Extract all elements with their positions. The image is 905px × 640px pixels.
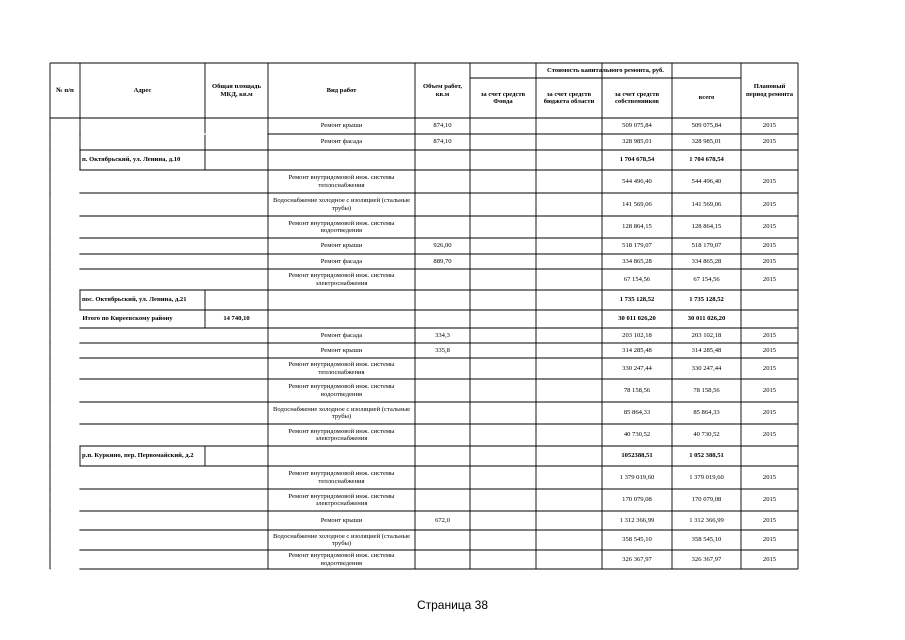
work-type: Ремонт внутридомовой инж. системы теплоснабжения	[288, 361, 395, 376]
work-volume: 334,3	[435, 331, 450, 339]
work-type: Ремонт внутридомовой инж. системы теплоснабжения	[288, 174, 395, 189]
repair-period: 2015	[762, 409, 777, 417]
cost-owners: 141 569,06	[622, 200, 652, 208]
header-work: Вид работ	[326, 86, 357, 94]
work-volume: 874,10	[433, 122, 452, 130]
cost-owners: 1 379 019,60	[619, 473, 655, 481]
repair-period: 2015	[762, 516, 777, 524]
cost-owners: 330 247,44	[622, 364, 652, 372]
header-num: № п/п	[56, 86, 74, 94]
cost-total: 40 730,52	[693, 431, 720, 439]
work-volume	[415, 530, 470, 550]
header-total: всего	[698, 94, 715, 102]
cost-owners: 544 496,40	[622, 177, 652, 185]
work-type: Ремонт фасада	[320, 331, 363, 339]
cost-owners: 358 545,10	[622, 536, 652, 544]
repair-period: 2015	[762, 431, 777, 439]
cost-total: 328 985,01	[691, 138, 722, 146]
cost-owners: 326 367,97	[622, 555, 652, 563]
work-type: Ремонт крыши	[320, 122, 363, 130]
repair-period: 2015	[762, 122, 777, 130]
house-subtotal-owners: 1 735 128,52	[619, 296, 655, 304]
repair-period: 2015	[762, 364, 777, 372]
repair-period: 2015	[762, 346, 777, 354]
work-type: Ремонт внутридомовой инж. системы теплоснабжения	[288, 470, 395, 485]
cost-total: 78 158,56	[693, 386, 720, 394]
work-type: Ремонт внутридомовой инж. системы электроснабжения	[288, 427, 395, 442]
cost-total: 85 864,33	[693, 409, 720, 417]
work-volume	[415, 379, 470, 402]
repair-period: 2015	[762, 138, 777, 146]
header-budget: за счет средств бюджета области	[543, 90, 595, 105]
work-type: Ремонт внутридомовой инж. системы водоотведения	[288, 552, 395, 567]
district-total-label: Итого по Киреевскому району	[82, 315, 173, 323]
cost-owners: 67 154,56	[623, 275, 651, 283]
cost-owners: 509 075,84	[622, 122, 652, 130]
cost-total: 326 367,97	[691, 555, 722, 563]
work-volume	[415, 269, 470, 290]
work-volume: 889,70	[433, 257, 452, 265]
header-fund: за счет средств Фонда	[480, 90, 526, 105]
repair-period: 2015	[762, 242, 777, 250]
work-volume	[415, 170, 470, 193]
district-total-sum: 30 011 026,20	[687, 315, 726, 323]
cost-owners: 85 864,33	[623, 409, 651, 417]
house-subtotal-label: р.п. Куркино, пер. Первомайский, д.2	[82, 452, 194, 460]
header-period: Плановый период ремонта	[746, 83, 793, 98]
cost-owners: 334 865,28	[622, 257, 652, 265]
repair-period: 2015	[762, 536, 777, 544]
repair-period: 2015	[762, 257, 777, 265]
repair-period: 2015	[762, 223, 777, 231]
cost-owners: 518 179,07	[622, 242, 652, 250]
house-subtotal-sum: 1 704 678,54	[689, 156, 724, 164]
district-total-owners: 30 011 026,20	[618, 315, 656, 323]
work-volume: 926,00	[433, 242, 452, 250]
cost-total: 314 285,48	[691, 346, 722, 354]
repair-period: 2015	[762, 177, 777, 185]
repair-period: 2015	[762, 275, 777, 283]
header-address: Адрес	[133, 86, 152, 94]
work-volume	[415, 424, 470, 446]
header-area: Общая площадь МКД, кв.м	[212, 83, 261, 98]
work-volume: 874,10	[433, 138, 452, 146]
cost-total: 509 075,84	[691, 122, 722, 130]
cost-total: 170 079,08	[691, 496, 722, 504]
work-volume: 335,8	[435, 346, 450, 354]
cost-total: 141 569,06	[691, 200, 722, 208]
cost-owners: 1 312 366,99	[619, 516, 655, 524]
cost-total: 358 545,10	[691, 536, 722, 544]
header-cost-group: Стоимость капитального ремонта, руб.	[547, 66, 664, 74]
work-type: Водоснабжение холодное с изоляцией (стальные трубы)	[272, 532, 411, 547]
house-subtotal-sum: 1 052 388,51	[689, 452, 724, 460]
cost-total: 128 864,15	[691, 223, 722, 231]
district-total-area: 14 740,10	[223, 315, 250, 323]
cost-total: 1 379 019,60	[689, 473, 724, 481]
work-volume	[415, 358, 470, 379]
work-type: Ремонт крыши	[320, 242, 363, 250]
cost-owners: 128 864,15	[622, 223, 652, 231]
work-type: Водоснабжение холодное с изоляцией (стальные трубы)	[272, 197, 411, 212]
repair-period: 2015	[762, 496, 777, 504]
cost-total: 330 247,44	[691, 364, 722, 372]
work-type: Ремонт внутридомовой инж. системы водоотведения	[288, 383, 395, 398]
house-subtotal-owners: 1 704 678,54	[619, 156, 655, 164]
repair-period: 2015	[762, 200, 777, 208]
cost-owners: 203 102,18	[622, 331, 652, 339]
work-type: Ремонт внутридомовой инж. системы электроснабжения	[288, 492, 395, 507]
repair-period: 2015	[762, 331, 777, 339]
work-type: Водоснабжение холодное с изоляцией (стальные трубы)	[272, 405, 411, 420]
work-volume	[415, 216, 470, 238]
house-subtotal-label: пос. Октябрьский, ул. Ленина, д.21	[82, 296, 187, 304]
work-volume: 672,0	[435, 516, 450, 524]
work-type: Ремонт фасада	[320, 138, 363, 146]
work-volume	[415, 550, 470, 569]
house-subtotal-sum: 1 735 128,52	[689, 296, 724, 304]
cost-total: 1 312 366,99	[689, 516, 724, 524]
cost-total: 203 102,18	[691, 331, 722, 339]
work-type: Ремонт крыши	[320, 346, 363, 354]
house-subtotal-label: п. Октябрьский, ул. Ленина, д.10	[82, 156, 181, 164]
cost-owners: 78 158,56	[623, 386, 651, 394]
repair-period: 2015	[762, 473, 777, 481]
cost-total: 518 179,07	[691, 242, 722, 250]
repair-period: 2015	[762, 386, 777, 394]
cost-owners: 170 079,08	[622, 496, 652, 504]
header-volume: Объем работ, кв.м	[423, 83, 462, 98]
work-volume	[415, 489, 470, 511]
cost-total: 67 154,56	[693, 275, 720, 283]
work-volume	[415, 193, 470, 216]
house-subtotal-owners: 1052388,51	[621, 452, 653, 460]
work-type: Ремонт фасада	[320, 257, 363, 265]
work-type: Ремонт крыши	[320, 516, 363, 524]
cost-owners: 40 730,52	[623, 431, 651, 439]
repair-period: 2015	[762, 555, 777, 563]
cost-owners: 314 285,48	[622, 346, 652, 354]
page-number: Страница 38	[416, 598, 489, 612]
work-type: Ремонт внутридомовой инж. системы электроснабжения	[288, 272, 395, 287]
cost-owners: 328 985,01	[622, 138, 652, 146]
work-volume	[415, 466, 470, 489]
cost-total: 544 496,40	[691, 177, 722, 185]
cost-total: 334 865,28	[691, 257, 722, 265]
work-type: Ремонт внутридомовой инж. системы водоотведения	[288, 219, 395, 234]
work-volume	[415, 402, 470, 424]
header-owners: за счет средств собственников	[614, 90, 660, 105]
